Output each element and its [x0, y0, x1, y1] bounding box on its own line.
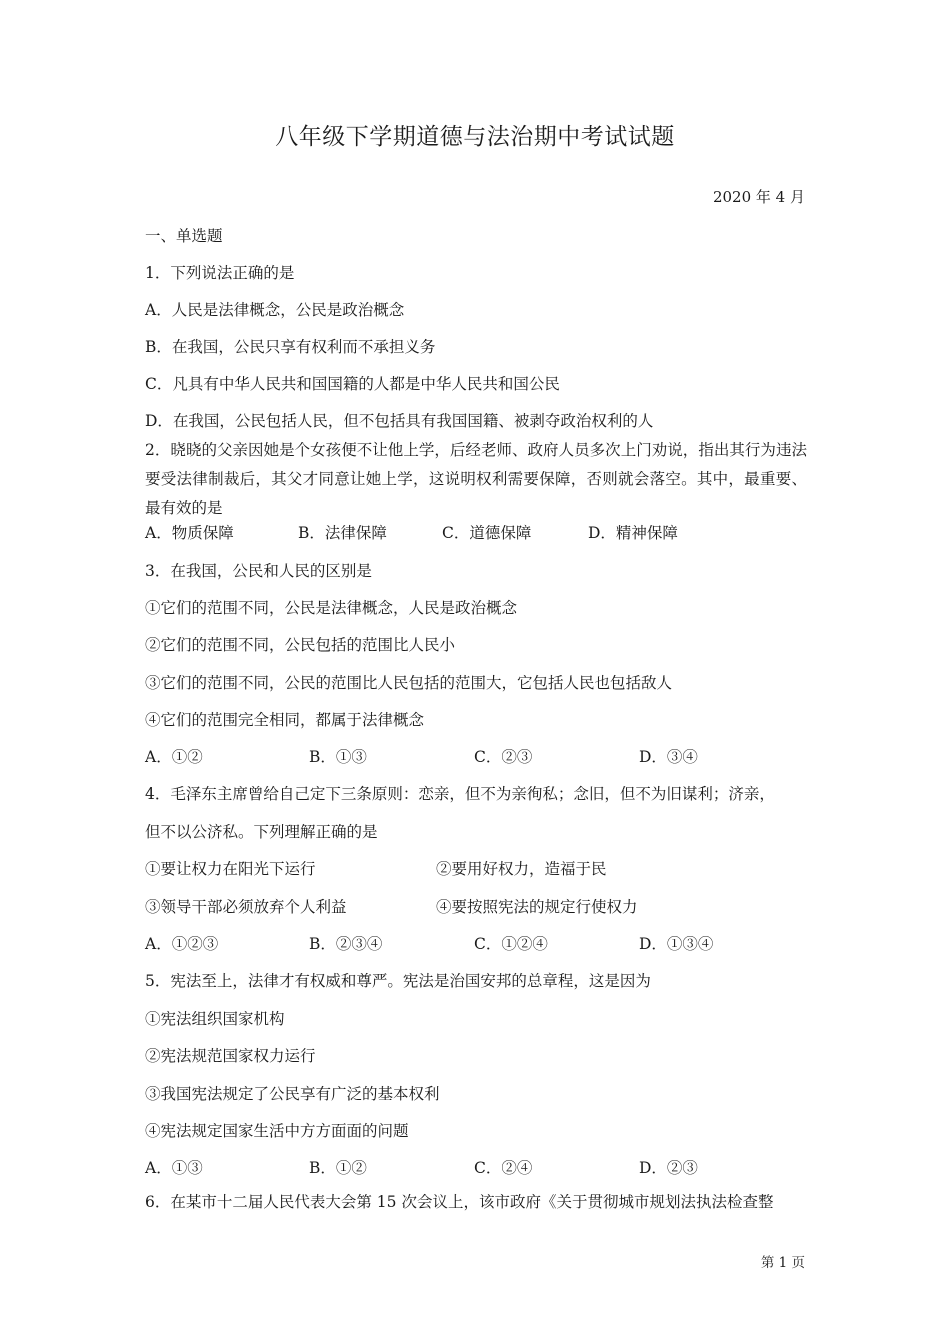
question-3-option-d: D．③④ [639, 748, 698, 766]
question-4-item-4: ④要按照宪法的规定行使权力 [436, 898, 638, 916]
question-1-option-d: D．在我国，公民包括人民，但不包括具有我国国籍、被剥夺政治权利的人 [145, 412, 654, 430]
question-3-item-3: ③它们的范围不同，公民的范围比人民包括的范围大，它包括人民也包括敌人 [145, 674, 673, 692]
question-5-item-1: ①宪法组织国家机构 [145, 1010, 285, 1028]
question-4-option-b: B．②③④ [309, 935, 383, 953]
question-5-option-a: A．①③ [145, 1159, 203, 1177]
question-5-option-b: B．①② [309, 1159, 367, 1177]
question-3-stem: 3．在我国，公民和人民的区别是 [145, 562, 372, 580]
question-4-stem-line-1: 4．毛泽东主席曾给自己定下三条原则：恋亲，但不为亲徇私；念旧，但不为旧谋利；济亲， [145, 785, 775, 803]
question-5-option-c: C．②④ [474, 1159, 533, 1177]
question-2-option-c: C．道德保障 [442, 524, 532, 542]
question-4-item-3: ③领导干部必须放弃个人利益 [145, 898, 347, 916]
question-3-item-4: ④它们的范围完全相同，都属于法律概念 [145, 711, 425, 729]
question-2-option-a: A．物质保障 [145, 524, 234, 542]
question-4-option-c: C．①②④ [474, 935, 548, 953]
question-4-item-2: ②要用好权力，造福于民 [436, 860, 607, 878]
question-2-option-b: B．法律保障 [298, 524, 387, 542]
question-1-option-b: B．在我国，公民只享有权利而不承担义务 [145, 338, 436, 356]
section-heading: 一、单选题 [145, 227, 223, 245]
question-6-stem: 6．在某市十二届人民代表大会第 15 次会议上，该市政府《关于贯彻城市规划法执法检查整 [145, 1193, 774, 1211]
question-3-option-b: B．①③ [309, 748, 367, 766]
exam-date: 2020 年 4 月 [712, 188, 805, 206]
question-5-item-3: ③我国宪法规定了公民享有广泛的基本权利 [145, 1085, 440, 1103]
question-3-option-a: A．①② [145, 748, 203, 766]
question-4-stem-line-2: 但不以公济私。下列理解正确的是 [145, 823, 378, 841]
question-4-option-d: D．①③④ [639, 935, 714, 953]
question-5-item-2: ②宪法规范国家权力运行 [145, 1047, 316, 1065]
question-1-option-a: A．人民是法律概念，公民是政治概念 [145, 301, 405, 319]
question-5-item-4: ④宪法规定国家生活中方方面面的问题 [145, 1122, 409, 1140]
page-title: 八年级下学期道德与法治期中考试试题 [275, 124, 675, 150]
question-5-stem: 5．宪法至上，法律才有权威和尊严。宪法是治国安邦的总章程，这是因为 [145, 972, 651, 990]
question-4-item-1: ①要让权力在阳光下运行 [145, 860, 316, 878]
question-3-item-1: ①它们的范围不同，公民是法律概念，人民是政治概念 [145, 599, 518, 617]
question-4-option-a: A．①②③ [145, 935, 219, 953]
question-2-option-d: D．精神保障 [588, 524, 678, 542]
question-1-stem: 1．下列说法正确的是 [145, 264, 295, 282]
question-5-option-d: D．②③ [639, 1159, 698, 1177]
question-2-stem: 2．晓晓的父亲因她是个女孩便不让他上学，后经老师、政府人员多次上门劝说，指出其行为违法要受法律制裁后，其父才同意让她上学，这说明权利需要保障，否则就会落空。其中，最重要、最有效的是 [145, 441, 807, 517]
question-1-option-c: C．凡具有中华人民共和国国籍的人都是中华人民共和国公民 [145, 375, 560, 393]
page-number: 第 1 页 [760, 1255, 805, 1271]
question-3-option-c: C．②③ [474, 748, 533, 766]
question-3-item-2: ②它们的范围不同，公民包括的范围比人民小 [145, 636, 456, 654]
